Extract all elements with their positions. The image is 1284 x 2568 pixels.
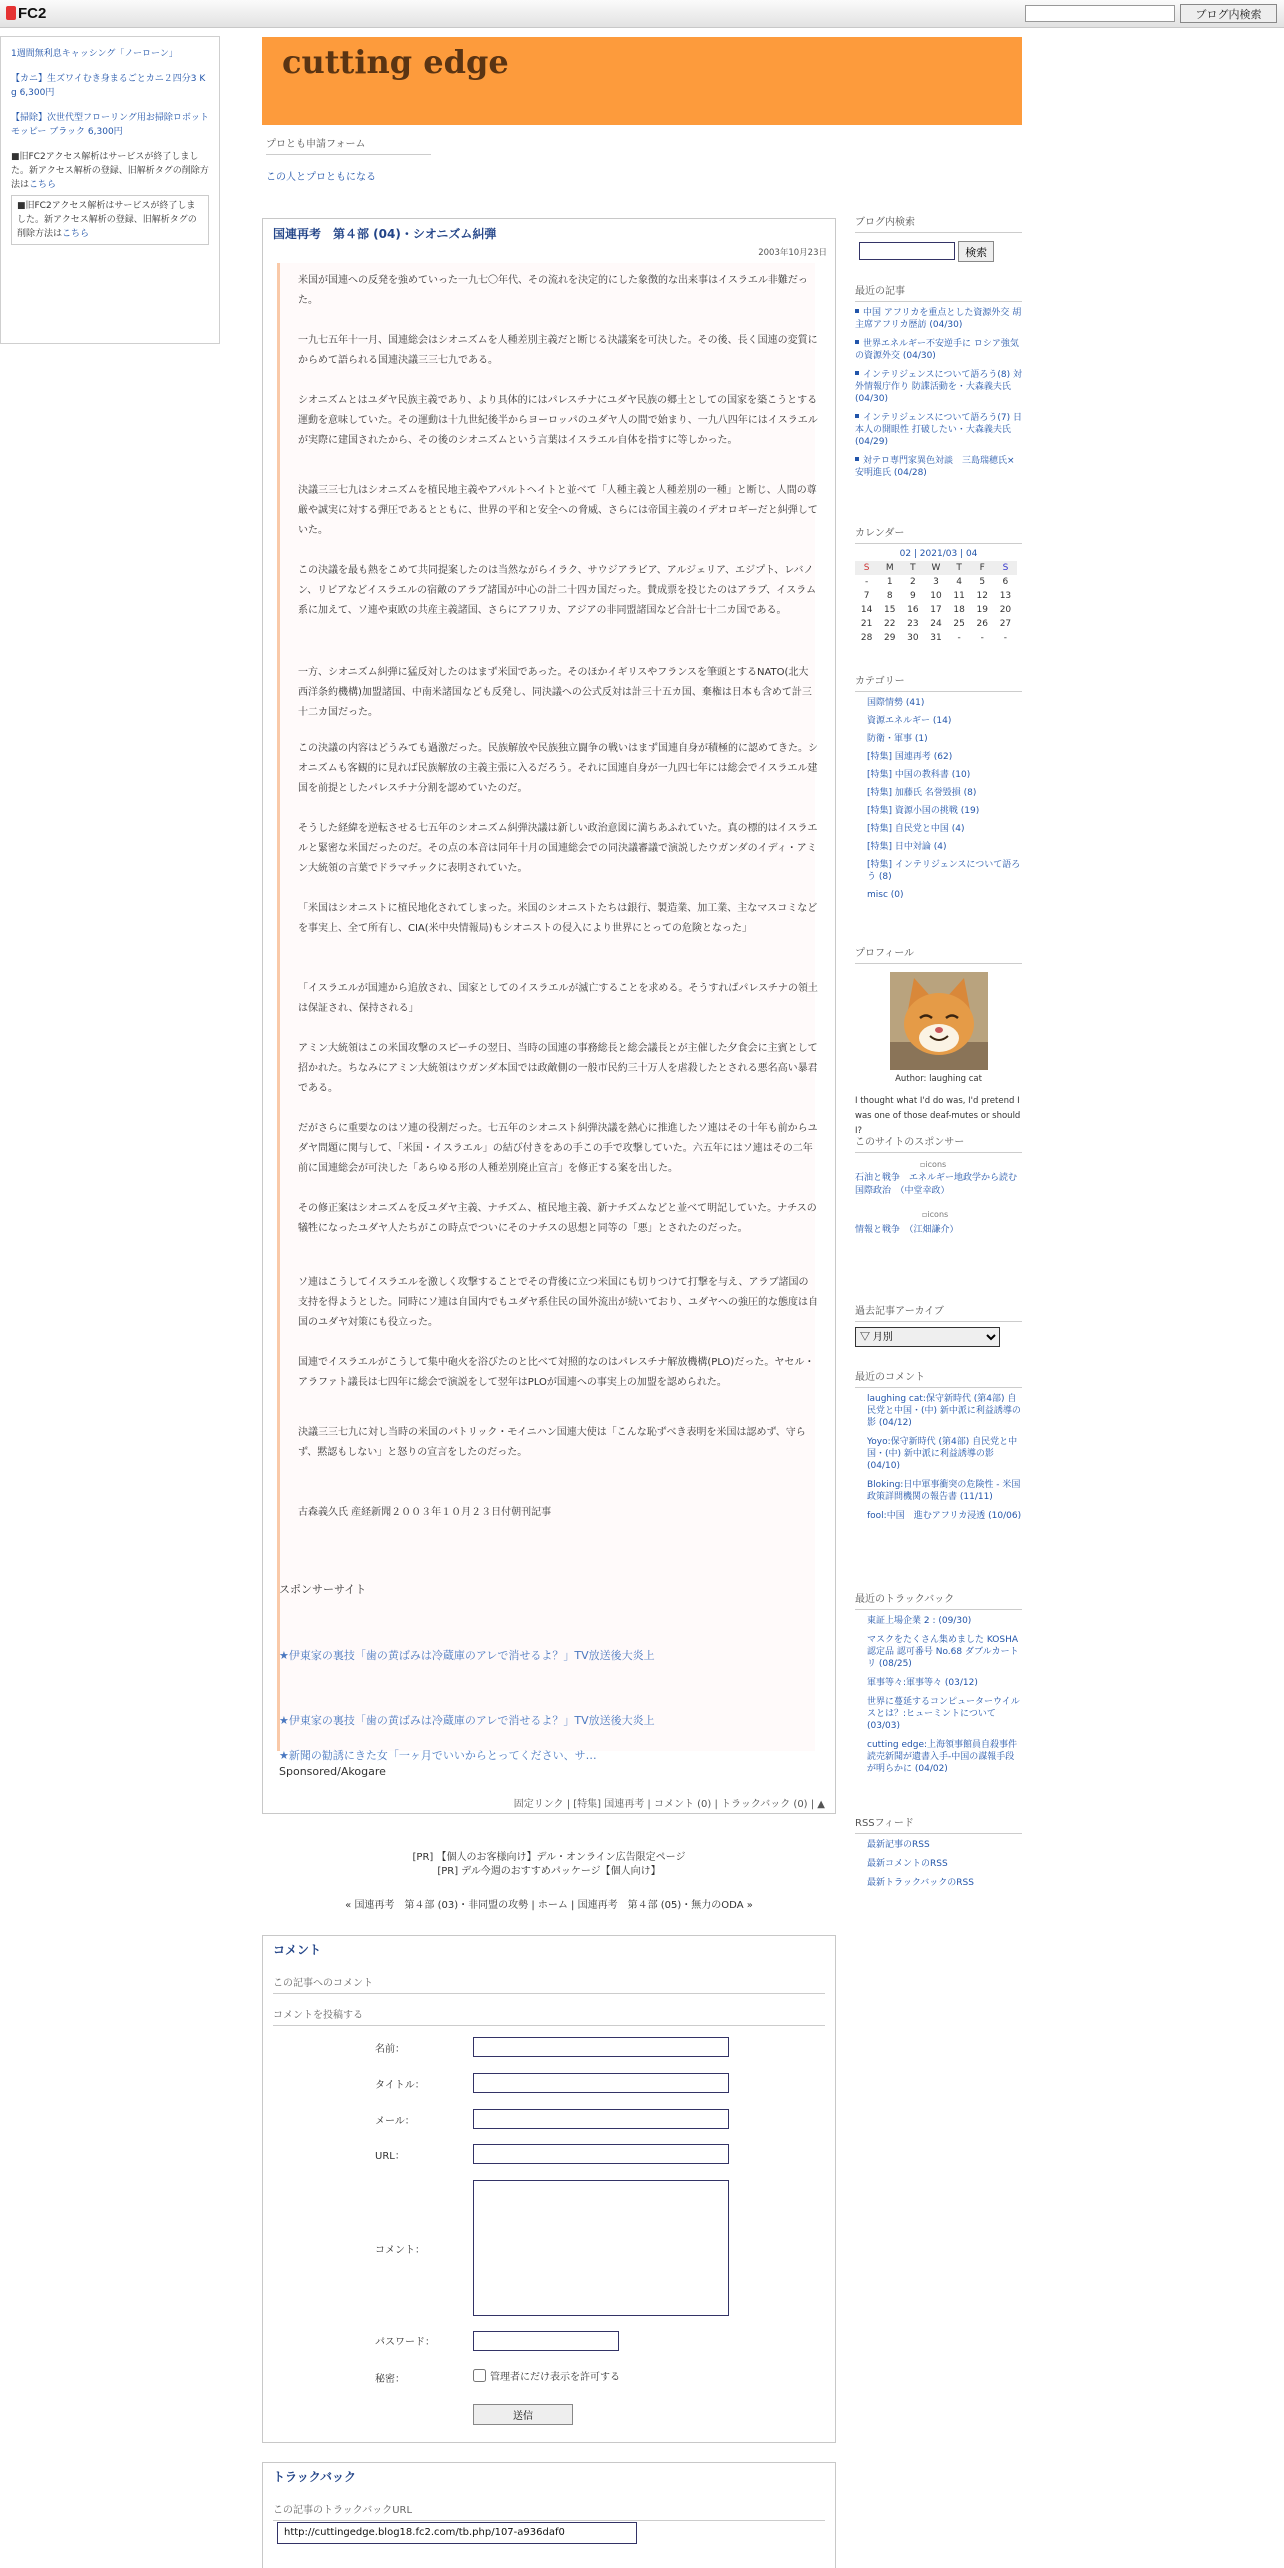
entry-paragraph: 米国が国連への反発を強めていった一九七〇年代、その流れを決定的にした象徴的な出来事はイスラエル非難だった。 — [298, 275, 808, 306]
title-label: タイトル： — [375, 2080, 425, 2091]
profile-author: Author: laughing cat — [895, 1074, 982, 1084]
rss-link[interactable]: 最新トラックバックのRSS — [867, 1878, 974, 1888]
sponsor-ad-link[interactable]: ★伊東家の裏技「歯の黄ばみは冷蔵庫のアレで消せるよ？」TV放送後大炎上 — [279, 1714, 655, 1727]
bullet-icon — [855, 309, 859, 313]
notice-text: ■旧FC2アクセス解析はサービスが終了しました。新アクセス解析の登録、旧解析タグの削除方法は — [11, 152, 209, 190]
comment-label: コメント： — [375, 2245, 425, 2256]
left-ad-column — [0, 36, 220, 344]
entry-paragraph: 国連でイスラエルがこうして集中砲火を浴びたのと比べて対照的なのはパレスチナ解放機構(PLO)だった。ヤセル・アラファト議長は七四年に総会で演説をして翌年はPLOが国連への事実上の加盟を認められた。 — [298, 1357, 815, 1388]
notice-text: ■旧FC2アクセス解析はサービスが終了しました。新アクセス解析の登録、旧解析タグの削除方法は — [17, 201, 197, 239]
search-heading: ブログ内検索 — [855, 213, 1022, 233]
comment-box — [262, 1935, 836, 2443]
comment-heading: コメント — [273, 1943, 322, 1957]
entry-paragraph: アミン大統領はこの米国攻撃のスピーチの翌日、当時の国連の事務総長と総会議長とが主催した夕食会に主賓として招かれた。ちなみにアミン大統領はウガンダ本国では政敵側の一般市民約三十万人を虐殺したとされる悪名高い暴君である。 — [298, 1043, 818, 1094]
trackback-item[interactable]: cutting edge:上海領事館員自殺事件 読売新聞が遺書入手-中国の謀報手段が明らかに (04/02) — [867, 1740, 1027, 1774]
entry-body — [277, 263, 818, 1751]
sponsored-label: Sponsored/Akogare — [279, 1765, 386, 1778]
calendar-nav[interactable]: 02 | 2021/03 | 04 — [899, 549, 978, 559]
sponsor-ad-link[interactable]: ★伊東家の裏技「歯の黄ばみは冷蔵庫のアレで消せるよ？」TV放送後大炎上 — [279, 1649, 655, 1662]
sidebar-rss — [855, 1814, 1022, 1896]
entry-paragraph: その修正案はシオニズムを反ユダヤ主義、ナチズム、植民地主義、新ナチズムなどと並べて明記していた。ナチスの犠牲になったユダヤ人たちがこの時点でついにそのナチスの思想と同等の「悪」とされたのだった。 — [298, 1203, 817, 1234]
mail-field[interactable] — [473, 2109, 729, 2129]
fc2-logo-icon — [6, 6, 16, 20]
recent-item[interactable]: 世界エネルギー不安逆手に ロシア強気の資源外交 (04/30) — [855, 339, 1019, 361]
toolbar-search-input[interactable] — [1025, 5, 1175, 22]
category-item[interactable]: 資源エネルギー (14) — [867, 716, 952, 726]
pr-line[interactable]: [PR] 【個人のお客様向け】デル・オンライン広告限定ページ — [412, 1852, 686, 1863]
sidebar-recent — [855, 282, 1022, 486]
category-item[interactable]: [特集] 資源小国の挑戦 (19) — [867, 806, 980, 816]
trackback-url-heading: この記事のトラックバックURL — [273, 2501, 825, 2521]
trackback-item[interactable]: 軍事等々:軍事等々 (03/12) — [867, 1678, 978, 1688]
trackback-heading: トラックバック — [273, 2470, 357, 2484]
trackback-item[interactable]: 世界に蔓延するコンピューターウイルスとは？:ヒューミントについて (03/03) — [867, 1697, 1020, 1731]
blog-title[interactable]: cutting edge — [282, 43, 509, 81]
proto-form-heading: プロとも申請フォーム — [266, 135, 431, 155]
comment-item[interactable]: laughing cat:保守新時代 (第4部) 自民党と中国・(中) 新中派に利益誘導の影 (04/12) — [867, 1394, 1021, 1428]
sidebar-search — [855, 213, 1022, 262]
category-item[interactable]: 国際情勢 (41) — [867, 698, 925, 708]
rss-heading: RSSフィード — [855, 1814, 1022, 1834]
left-ad-link[interactable]: 【カニ】生ズワイむき身まるごとカニ２四分3 K g 6,300円 — [11, 74, 206, 98]
comment-item[interactable]: Yoyo:保守新時代 (第4部) 自民党と中国・(中) 新中派に利益誘導の影 (04/10) — [867, 1437, 1018, 1471]
fc2-logo-text: FC2 — [18, 5, 47, 22]
recent-comments-heading: 最近のコメント — [855, 1368, 1022, 1388]
entry-paragraph: そうした経緯を逆転させる七五年のシオニズム糾弾決議は新しい政治意図に満ちあふれていた。真の標的はイスラエルと緊密な米国だったのだ。その点の本音は同年十月の国連総会での同決議審議で演説したウガンダのイディ・アミン大統領の言葉でドラマチックに表明されていた。 — [298, 823, 818, 874]
sponsor-link[interactable]: 石油と戦争 エネルギー地政学から読む国際政治 （中堂幸政） — [855, 1173, 1018, 1196]
entry-navigation[interactable]: « 国連再考 第４部 (03)・非同盟の攻勢 | ホーム | 国連再考 第４部 (05)・無力のODA » — [345, 1900, 753, 1911]
notice-link[interactable]: こちら — [29, 180, 57, 190]
entry-paragraph: シオニズムとはユダヤ民族主義であり、より具体的にはパレスチナにユダヤ民族の郷土としての国家を築こうとする運動を意味していた。その運動は十九世紀後半からヨーロッパのユダヤ人の間で始まり、一九八四年にはイスラエルが実際に建国されたから、その後のシオニズムという言葉はイスラエル自体を指すに等しかった。 — [298, 395, 818, 446]
calendar-heading: カレンダー — [855, 524, 1022, 544]
entry-paragraph: 決議三三七九はシオニズムを植民地主義やアパルトヘイトと並べて「人種主義と人種差別の一種」と断じ、人間の尊厳や誠実に対する弾圧であるとともに、世界の平和と安全への脅威、さらには帝国主義のイデオロギーだと糾弾していた。 — [298, 485, 818, 536]
secret-label: 秘密： — [375, 2374, 405, 2385]
cat-avatar — [890, 972, 988, 1070]
password-label: パスワード： — [375, 2337, 435, 2348]
fc2-toolbar — [0, 0, 1284, 28]
calendar-week: 28 29 30 31 - - - — [860, 633, 1008, 643]
comment-item[interactable]: fool:中国 進むアフリカ浸透 (10/06) — [867, 1511, 1022, 1521]
secret-option — [473, 2368, 620, 2383]
title-field[interactable] — [473, 2073, 729, 2093]
mail-label: メール： — [375, 2116, 415, 2127]
url-label: URL： — [375, 2151, 405, 2162]
name-field[interactable] — [473, 2037, 729, 2057]
trackback-item[interactable]: マスクをたくさん集めました KOSHA認定品 認可番号 No.68 ダブルカートリ (08/25) — [867, 1635, 1019, 1669]
left-ad-link[interactable]: 【掃除】次世代型フローリング用お掃除ロボット モッピー ブラック 6,300円 — [11, 113, 209, 137]
entry-date: 2003年10月23日 — [758, 248, 827, 258]
url-field[interactable] — [473, 2144, 729, 2164]
entry-footer-links[interactable]: 固定リンク | [特集] 国連再考 | コメント (0) | トラックバック (0) | ▲ — [513, 1799, 825, 1810]
trackback-item[interactable]: 東証上場企業 2 : (09/30) — [867, 1616, 972, 1626]
profile-heading: プロフィール — [855, 944, 1022, 964]
sponsor-ad-link[interactable]: ★新聞の勧誘にきた女「一ヶ月でいいからとってください、サ… — [279, 1749, 597, 1762]
rss-link[interactable]: 最新コメントのRSS — [867, 1859, 948, 1869]
sidebar-calendar — [855, 524, 1022, 645]
entry-paragraph: 「米国はシオニストに植民地化されてしまった。米国のシオニストたちは銀行、製造業、加工業、主なマスコミなどを事実上、全て所有し、CIA(米中央情報局)もシオニストの侵入により世界にとっての危険となった」 — [298, 903, 818, 934]
entry-title[interactable]: 国連再考 第４部 (04)・シオニズム糾弾 — [273, 227, 497, 241]
bullet-icon — [855, 414, 859, 418]
sidebar-trackbacks — [855, 1590, 1027, 1782]
calendar-week: - 1 2 3 4 5 6 — [864, 577, 1009, 587]
category-item[interactable]: [特集] 国連再考 (62) — [867, 752, 953, 762]
bullet-icon — [855, 371, 859, 375]
category-heading: カテゴリー — [855, 672, 1022, 692]
recent-trackbacks-heading: 最近のトラックバック — [855, 1590, 1022, 1610]
calendar-week: 21 22 23 24 25 26 27 — [860, 619, 1012, 629]
sidebar-sponsors — [855, 1133, 1022, 1258]
entry-paragraph: この決議の内容はどうみても過激だった。民族解放や民族独立闘争の戦いはまず国連自身が積極的に認めてきた。シオニズムも客観的に見れば民族解放の主義主張に入るだろう。それに国連自身が一九四七年には総会でイスラエル建国を前提としたパレスチナ分割を認めていたのだ。 — [298, 743, 818, 794]
blog-search-button[interactable]: 検索 — [958, 241, 994, 262]
category-item[interactable]: misc (0) — [867, 890, 904, 900]
left-ad-link[interactable]: 1週間無利息キャッシング「ノーローン」 — [11, 49, 178, 59]
sidebar-profile — [855, 944, 1022, 1139]
weekday-row: S M T W T F S — [855, 561, 1017, 575]
bullet-icon — [855, 457, 859, 461]
proto-form-link[interactable]: この人とプロともになる — [266, 172, 376, 183]
entry-paragraph: 「イスラエルが国連から追放され、国家としてのイスラエルが滅亡することを求める。そうすればパレスチナの領土は保証され、保持される」 — [298, 983, 818, 1014]
analytics-notice-box — [11, 195, 209, 245]
recent-heading: 最近の記事 — [855, 282, 1022, 302]
fc2-logo[interactable] — [6, 5, 46, 22]
trackback-url-field[interactable]: http://cuttingedge.blog18.fc2.com/tb.php/107-a936daf0 — [277, 2522, 637, 2544]
category-item[interactable]: [特集] インテリジェンスについて語ろう (8) — [867, 860, 1021, 882]
entry-paragraph: 決議三三七九に対し当時の米国のパトリック・モイニハン国連大使は「こんな恥ずべき表明を米国は認めず、守らず、黙認もしない」と怒りの宣言をしたのだった。 — [298, 1427, 806, 1458]
category-item[interactable]: [特集] 日中対論 (4) — [867, 842, 947, 852]
sponsor-link[interactable]: 情報と戦争 （江畑謙介） — [855, 1225, 959, 1235]
trackback-box — [262, 2462, 836, 2568]
sidebar-categories — [855, 672, 1022, 907]
calendar-week: 7 8 9 10 11 12 13 — [863, 591, 1012, 601]
submit-button[interactable]: 送信 — [473, 2404, 573, 2425]
sponsor-heading: スポンサーサイト — [279, 1583, 367, 1596]
entry-paragraph: 一方、シオニズム糾弾に猛反対したのはまず米国であった。そのほかイギリスやフランスを筆頭とするNATO(北大西洋条約機構)加盟諸国、中南米諸国なども反発し、同決議への公式反対は計三十五カ国、棄権は日本も含めて計三十二カ国だった。 — [298, 667, 812, 718]
entry-paragraph: だがさらに重要なのはソ連の役割だった。七五年のシオニスト糾弾決議を熱心に推進したソ連はその十年も前からユダヤ問題に関与して、「米国・イスラエル」の結び付きをあの手この手で攻撃していた。六五年にはソ連はその二年前に国連総会が可決した「あらゆる形の人種差別廃止宣言」を修正する案を出した。 — [298, 1123, 818, 1174]
blog-search-input[interactable] — [859, 242, 955, 260]
category-item[interactable]: [特集] 中国の教科書 (10) — [867, 770, 971, 780]
comment-post-heading: コメントを投稿する — [273, 2006, 825, 2026]
sponsor-site-heading: このサイトのスポンサー — [855, 1133, 1022, 1153]
category-item[interactable]: 防衛・軍事 (1) — [867, 734, 928, 744]
notice-link[interactable]: こちら — [62, 229, 90, 239]
calendar-week: 14 15 16 17 18 19 20 — [860, 605, 1012, 615]
secret-checkbox[interactable] — [473, 2369, 486, 2382]
secret-checkbox-label: 管理者にだけ表示を許可する — [490, 2372, 620, 2383]
archive-select[interactable] — [855, 1327, 1000, 1347]
name-label: 名前： — [375, 2044, 405, 2055]
entry-source: 古森義久氏 産経新聞２００３年１０月２３日付朝刊記事 — [298, 1507, 552, 1518]
sponsor-image-placeholder: ▫icons — [920, 1160, 947, 1169]
archive-heading: 過去記事アーカイブ — [855, 1302, 1022, 1322]
blog-header — [262, 37, 1022, 125]
recent-item[interactable]: インテリジェンスについて語ろう(8) 対外情報庁作り 防諜活動を・大森義夫氏 (04/30) — [855, 370, 1022, 404]
comment-list-heading: この記事へのコメント — [273, 1974, 825, 1994]
sponsor-image-placeholder: ▫icons — [922, 1210, 949, 1219]
entry-paragraph: 一九七五年十一月、国連総会はシオニズムを人種差別主義だと断じる決議案を可決した。その後、長く国連の変質にからめて語られる国連決議三三七九である。 — [298, 335, 818, 366]
rss-link[interactable]: 最新記事のRSS — [867, 1840, 930, 1850]
recent-item[interactable]: 中国 アフリカを重点とした資源外交 胡主席アフリカ歴訪 (04/30) — [855, 308, 1022, 330]
category-item[interactable]: [特集] 自民党と中国 (4) — [867, 824, 965, 834]
sidebar-comments — [855, 1368, 1022, 1529]
recent-item[interactable]: 対テロ専門家異色対談 三島瑞穂氏×安明進氏 (04/28) — [855, 456, 1015, 478]
entry-box — [262, 218, 836, 1814]
sidebar-archive — [855, 1302, 1022, 1347]
comment-item[interactable]: Bloking:日中軍事衝突の危険性 - 米国政策詳問機関の報告書 (11/11) — [867, 1480, 1021, 1502]
recent-item[interactable]: インテリジェンスについて語ろう(7) 日本人の開眼性 打破したい・大森義夫氏 (04/29) — [855, 413, 1022, 447]
calendar-table — [855, 561, 1017, 645]
comment-textarea[interactable] — [473, 2180, 729, 2316]
entry-paragraph: ソ連はこうしてイスラエルを激しく攻撃することでその背後に立つ米国にも切りつけて打撃を与え、アラブ諸国の支持を得ようとした。同時にソ連は自国内でもユダヤ系住民の国外流出が続いており、ユダヤへの強圧的な態度は自国のユダヤ対策にも役立った。 — [298, 1277, 818, 1328]
bullet-icon — [855, 340, 859, 344]
entry-paragraph: この決議を最も熱をこめて共同提案したのは当然ながらイラク、サウジアラビア、アルジェリア、エジプト、レバノン、リビアなどイスラエルの宿敵のアラブ諸国が中心の計二十四カ国だった。賛成票を投じたのはアラブ、イスラム系に加えて、ソ連や東欧の共産主義諸国、さらにアフリカ、アジアの非同盟諸国など合計七十二カ国である。 — [298, 565, 817, 616]
profile-text: I thought what I'd do was, I'd pretend I was one of those deaf-mutes or should I? — [855, 1096, 1021, 1136]
category-item[interactable]: [特集] 加藤氏 名誉毀損 (8) — [867, 788, 977, 798]
password-field[interactable] — [473, 2331, 619, 2351]
pr-line[interactable]: [PR] デル今週のおすすめパッケージ【個人向け】 — [437, 1866, 661, 1877]
analytics-notice — [11, 150, 209, 192]
toolbar-search-button[interactable]: ブログ内検索 — [1180, 4, 1277, 23]
